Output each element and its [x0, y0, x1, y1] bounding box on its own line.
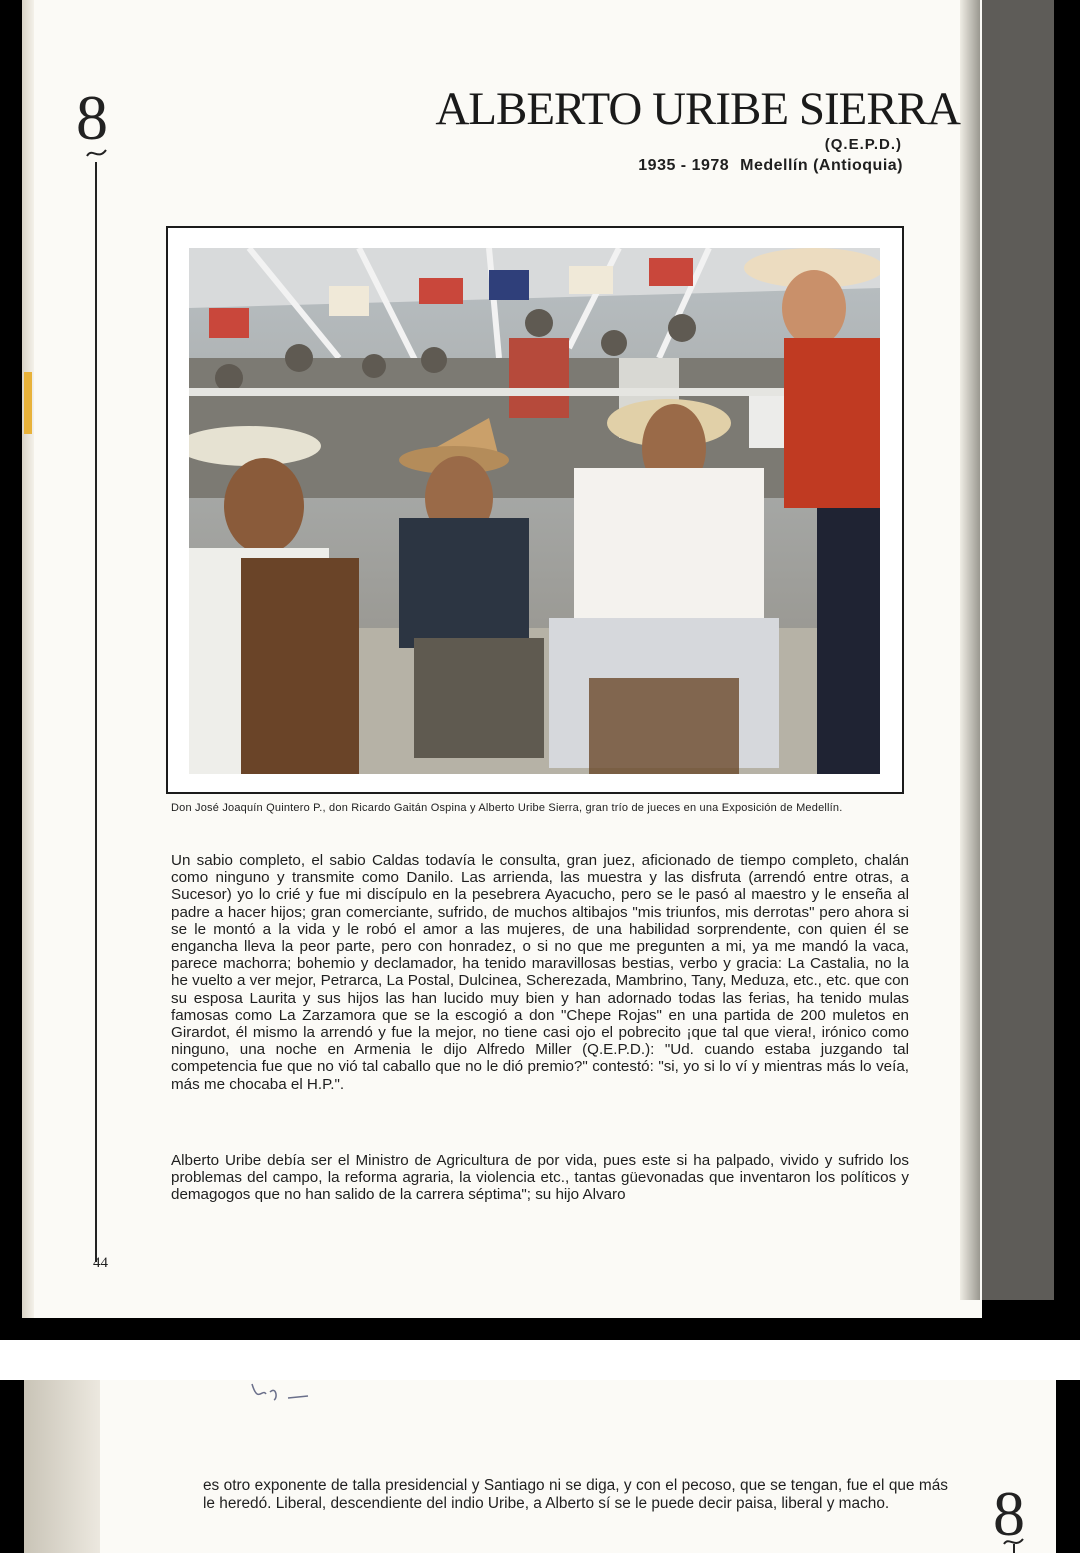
next-page-ornament-icon	[1001, 1534, 1027, 1553]
life-dates: 1935 - 1978	[638, 157, 730, 174]
page-title: ALBERTO URIBE SIERRA	[435, 83, 960, 135]
body-paragraph-2: Alberto Uribe debía ser el Ministro de Agricultura de por vida, pues este si ha palpado, vivido y sufrido los problemas del campo, la reforma agraria, la violencia etc., tantas güevonadas que inventaron los políticos y demagogos que no han salido de la carrera séptima"; su hijo Alvaro	[171, 1152, 909, 1204]
next-page-paragraph: es otro exponente de talla presidencial y Santiago ni se diga, y con el pecoso, que se tengan, fue el que más le heredó. Liberal, descendiente del indio Uribe, a Alberto sí se le puede decir paisa, liberal y macho.	[203, 1477, 948, 1512]
life-dates-and-place	[638, 157, 903, 175]
page-tab-marker	[24, 372, 32, 434]
photograph	[189, 248, 880, 774]
vertical-rule	[95, 162, 97, 1262]
previous-page-edge	[24, 1380, 100, 1553]
scan-border-right	[1054, 0, 1080, 1340]
next-page-chapter-number: 8	[993, 1478, 1025, 1549]
page-number: 44	[93, 1255, 108, 1271]
title-subtitle: (Q.E.P.D.)	[824, 136, 902, 153]
chapter-number: 8	[76, 82, 108, 153]
book-cover-edge	[982, 0, 1054, 1300]
screenshot-gap	[0, 1340, 1080, 1380]
handwritten-pen-mark	[248, 1378, 338, 1412]
book-page-45	[24, 1380, 1056, 1553]
birthplace: Medellín (Antioquia)	[740, 157, 903, 174]
page-gutter	[22, 0, 34, 1318]
body-paragraph-1: Un sabio completo, el sabio Caldas todavía le consulta, gran juez, aficionado de tiempo completo, chalán como ninguno y transmite como Danilo. Las arrienda, las muestra y las disfruta (arrendó entre otras, a Sucesor) yo lo crié y fue mi discípulo en la pesebrera Ayacucho, pero se le pasó al maestro y le enseña al padre a hacer hijos; gran comerciante, sufrido, de muchos altibajos "mis triunfos, mis derrotas" pero ahora si se le montó a la vida y le robó el amor a las mujeres, de una habilidad sorprendente, con quien él se engancha lleva la peor parte, pero con honradez, o si no que me pregunten a mi, ya me mandó la vaca, parece machorra; bohemio y declamador, ha tenido maravillosas bestias, verbo y gracia: La Castalia, no la he vuelto a ver mejor, Petrarca, La Postal, Dulcinea, Scherezada, Mambrino, Tany, Meduza, etc., etc. que con su esposa Laurita y sus hijos las han lucido muy bien y han adornado todas las ferias, ha tenido mulas famosas como La Zarzamora que se la escogió a don "Chepe Rojas" en una partida de 200 muletos en Girardot, él mismo la arrendó y fue la mejor, no tiene casi ojo el pobrecito ¡que tal que viera!, irónico como ninguno, una noche en Armenia le dijo Alfredo Miller (Q.E.P.D.): "Ud. cuando estaba juzgando tal competencia fue que no vió tal caballo que no le dió premio?" contestó: "si, yo si lo ví y mientras más lo veía, más me chocaba el H.P.".	[171, 852, 909, 1093]
chapter-ornament-icon	[84, 144, 110, 164]
photo-caption: Don José Joaquín Quintero P., don Ricardo Gaitán Ospina y Alberto Uribe Sierra, gran trío de jueces en una Exposición de Medellín.	[171, 802, 843, 814]
page-curl-shadow	[960, 0, 980, 1300]
